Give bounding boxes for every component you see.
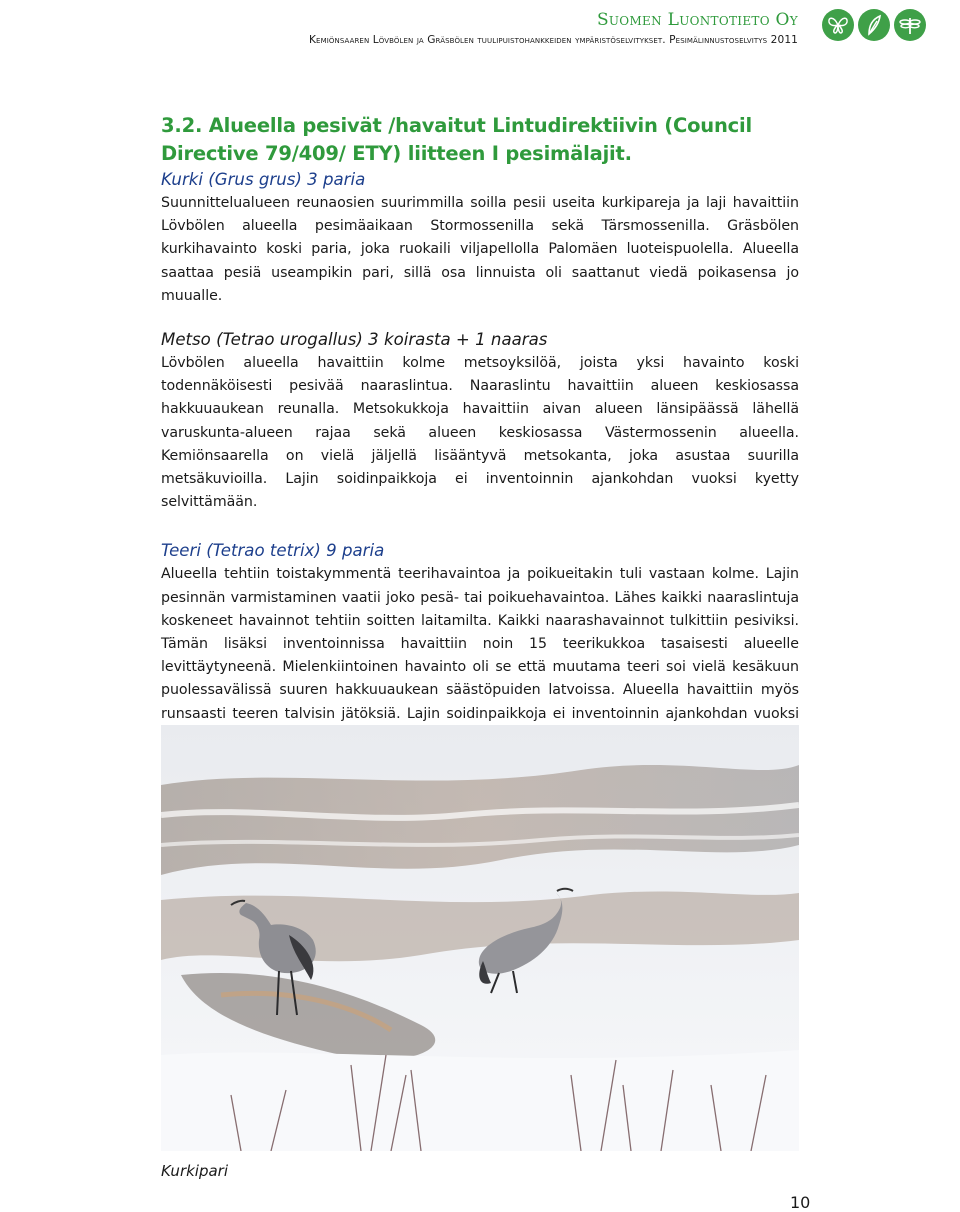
leaf-icon [858,9,890,41]
report-subtitle: Kemiönsaaren Lövbölen ja Gräsbölen tuulipuistohankkeiden ympäristöselvitykset. Pesimälinnustoselvitys 2011 [309,34,798,46]
logo-icons [822,9,926,41]
species-text-kurki: Suunnittelualueen reunaosien suurimmilla soilla pesii useita kurkipareja ja laji havaittiin Lövbölen alueella pesimäaikaan Stormossenilla sekä Tärsmossenilla. Gräsbölen kurkihavainto koski paria, joka ruokaili viljapellolla Palomäen luoteispuolella. Alueella saattaa pesiä useampikin pari, sillä osa linnuista oli saattanut viedä poikasensa jo muualle. [161,195,799,304]
butterfly-icon [822,9,854,41]
main-content [161,112,799,772]
species-heading-metso: Metso (Tetrao urogallus) 3 koirasta + 1 naaras [161,330,548,350]
section-title: 3.2. Alueella pesivät /havaitut Lintudirektiivin (Council Directive 79/409/ ETY) liitteen I pesimälajit. [161,114,752,165]
photo-caption: Kurkipari [161,1162,229,1180]
species-heading-kurki: Kurki (Grus grus) 3 paria [161,170,366,189]
dragonfly-icon [894,9,926,41]
page-number: 10 [790,1193,811,1212]
species-text-metso: Lövbölen alueella havaittiin kolme metsoyksilöä, joista yksi havainto koski todennäköisesti pesivää naaraslintua. Naaraslintu havaittiin alueen keskiosassa hakkuuaukean reunalla. Metsokukkoja havaittiin aivan alueen länsipäässä lähellä varuskunta-alueen rajaa sekä alueen keskiosassa Västermossenin alueella. Kemiönsaarella on vielä jäljellä lisääntyvä metsokanta, joka asustaa suurilla metsäkuvioilla. Lajin soidinpaikkoja ei inventoinnin ajankohdan vuoksi kyetty selvittämään. [161,355,799,511]
species-text-teeri: Alueella tehtiin toistakymmentä teerihavaintoa ja poikueitakin tuli vastaan kolme. Lajin pesinnän varmistaminen vaatii joko pesä- tai poikuehavaintoa. Lähes kaikki naaraslintuja koskeneet havainnot tehtiin soitten laitamilta. Kaikki naarashavainnot tulkittiin pesiviksi. Tämän lisäksi inventoinnissa havaittiin noin 15 teerikukkoa tasaisesti alueelle levittäytyneenä. Mielenkiintoinen havainto oli se että muutama teeri soi vielä kesäkuun puolessavälissä suuren hakkuuaukean säästöpuiden latvoissa. Alueella havaittiin myös runsaasti teeren talvisin jätöksiä. Lajin soidinpaikkoja ei inventoinnin ajankohdan vuoksi [161,566,799,722]
company-name: Suomen Luontotieto Oy [596,10,798,30]
species-heading-teeri: Teeri (Tetrao tetrix) 9 paria [161,541,385,561]
crane-pair-photo [161,725,799,1151]
